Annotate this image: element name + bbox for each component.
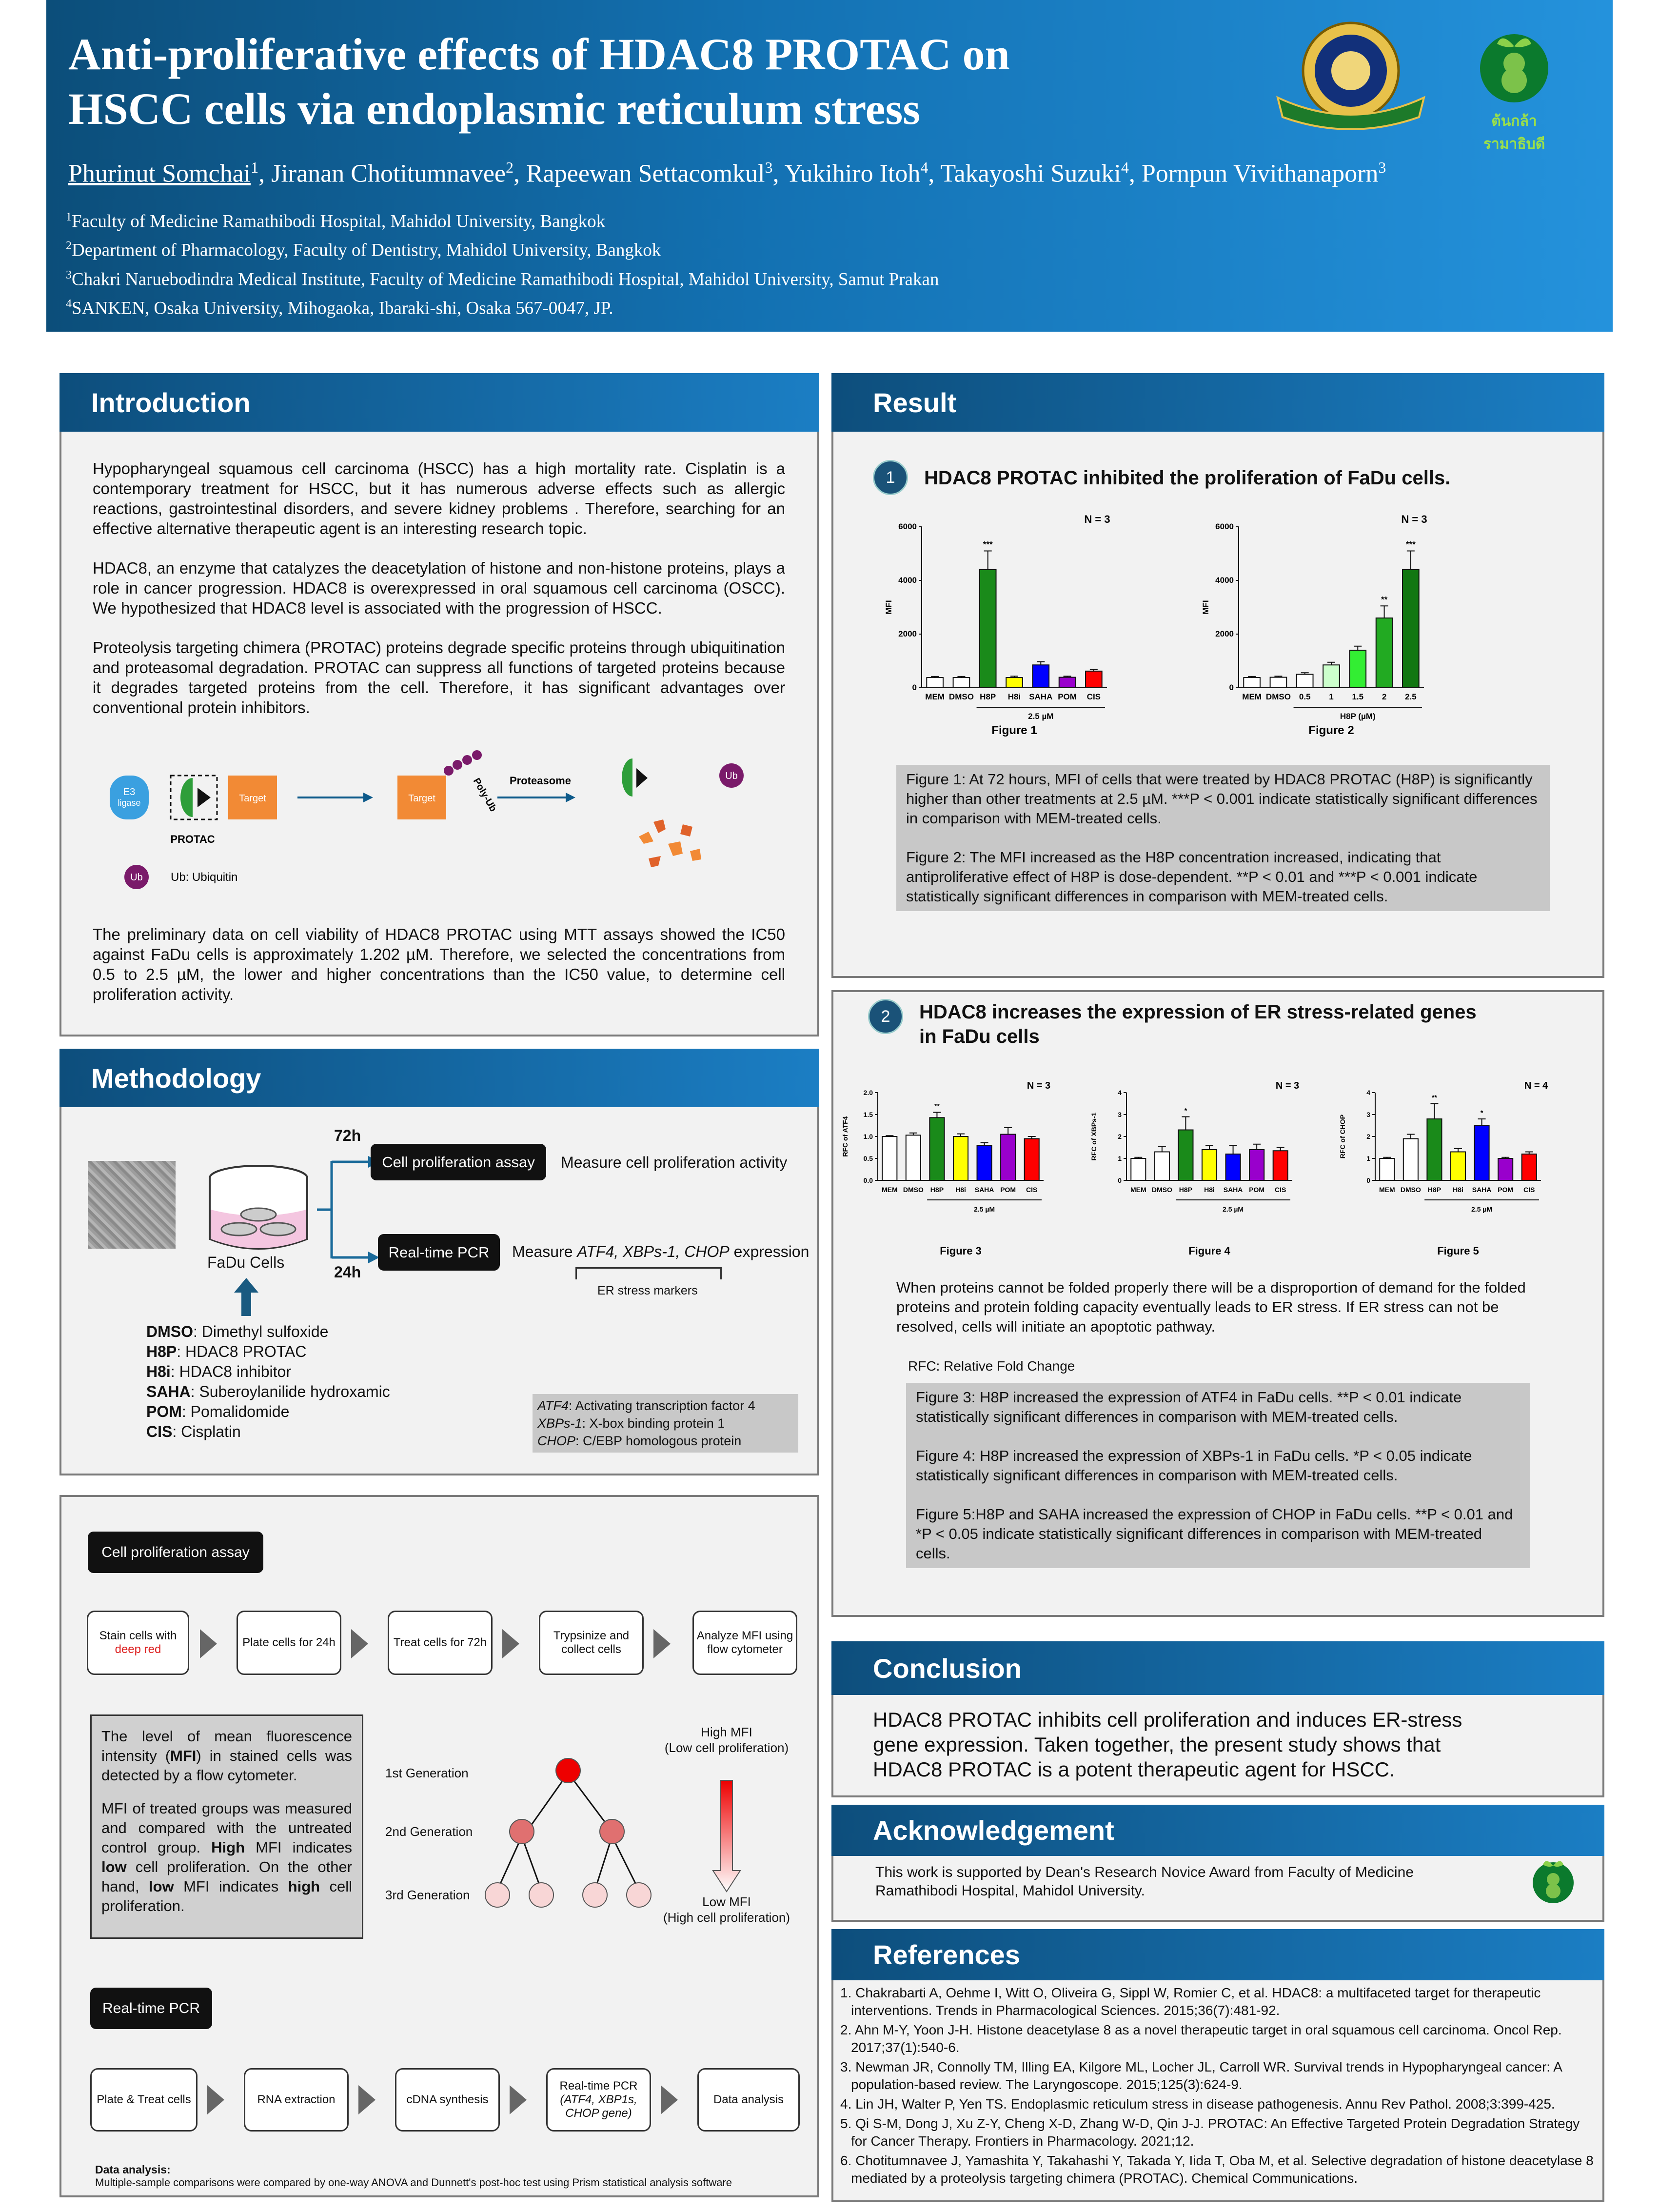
bar-MEM [882,1136,897,1180]
bar-H8i [1451,1152,1465,1181]
y-tick-label: 4000 [898,576,917,585]
rfc-definition: RFC: Relative Fold Change [908,1358,1075,1374]
bar-MEM [927,678,943,688]
figure-4-chart [1092,1073,1346,1268]
mfi-explanation-box [90,1714,363,1939]
conclusion-heading-text: Conclusion [873,1653,1022,1684]
real-time-pcr-label: Real-time PCR [378,1234,500,1271]
gene-definition-item: XBPs-1: X-box binding protein 1 [537,1416,725,1431]
time-24h: 24h [334,1263,361,1281]
group-label: 2.5 µM [1471,1205,1493,1213]
generation-1-label: 1st Generation [385,1766,469,1780]
gene-definitions [533,1394,798,1453]
low-mfi-sub: (High cell proliferation) [663,1910,790,1925]
fadu-cells-label: FaDu Cells [207,1254,285,1271]
bar-DMSO [1403,1139,1418,1181]
gen2-cell [600,1819,624,1844]
acknowledgement-heading-text: Acknowledgement [873,1815,1114,1846]
bar-POM [1001,1135,1015,1181]
gen1-cell [556,1758,580,1783]
x-tick-label: DMSO [1265,692,1291,701]
significance-marker: ** [1381,595,1388,604]
low-mfi-text: Low MFI [702,1894,751,1909]
x-tick-label: POM [1000,1186,1016,1194]
x-tick-label: CIS [1523,1186,1535,1194]
bar-H8i [1202,1150,1217,1180]
protac-green-ligand [180,778,193,817]
bar-H8P [980,570,996,688]
gen3-cell [583,1883,607,1907]
y-tick-label: 4 [1118,1089,1122,1096]
chart-title: Figure 1 [991,724,1037,737]
x-tick-label: DMSO [1151,1186,1172,1194]
intro-paragraph-3: Proteolysis targeting chimera (PROTAC) proteins degrade specific proteins through ubiquitination and proteasomal degradation. PROTAC can suppress all functions of targeted proteins because it degrades targeted proteins from the cell. Therefore, it has significant advantages over conventional protein inhibitors. [93,638,785,717]
protac-black-warhead [198,788,211,807]
x-tick-label: H8P [1179,1186,1193,1194]
measure-proliferation-text: Measure cell proliferation activity [561,1154,788,1171]
reference-item: 1. Chakrabarti A, Oehme I, Witt O, Oliveira G, Sippl W, Romier C, et al. HDAC8: a multifaceted target for therapeutic interventions. Trends in Pharmacological Sciences. 2015;36(7):481-92. [840,1985,1541,2018]
x-tick-label: POM [1249,1186,1265,1194]
introduction-heading-text: Introduction [91,387,251,418]
data-analysis-text: Multiple-sample comparisons were compared by one-way ANOVA and Dunnett's post-hoc test using Prism statistical analysis software [95,2176,732,2189]
result-heading [831,373,1604,432]
bar-MEM [1244,678,1260,688]
mfi-text-c: ) in stained cells was detected by a flow cytometer. [101,1747,352,1784]
bar-0.5 [1297,675,1313,688]
reference-item: 4. Lin JH, Walter P, Yen TS. Endoplasmic reticulum stress in disease pathogenesis. Annu Rev Pathol. 2008;3:399-425. [840,2096,1555,2112]
flow-arrow [358,2085,375,2114]
methodology-heading-text: Methodology [91,1062,261,1094]
abbreviation-item: DMSO: Dimethyl sulfoxide [146,1323,329,1340]
y-tick-label: 1 [1118,1155,1122,1162]
x-tick-label: POM [1498,1186,1514,1194]
cell-division-tree [478,1751,673,1922]
y-tick-label: 1.5 [863,1111,873,1118]
y-tick-label: 4 [1366,1089,1370,1096]
x-tick-label: DMSO [903,1186,924,1194]
expression-word: expression [733,1243,810,1260]
data-analysis-title: Data analysis: [95,2163,171,2176]
bar-SAHA [977,1145,992,1180]
e3-ligase-shape [110,776,149,819]
bar-CIS [1086,671,1102,688]
author-name: Rapeewan Settacomkul [526,159,765,188]
step-deep-red-text: deep red [115,1643,161,1656]
affiliation-line: $^1$Faculty of Medicine Ramathibodi Hospital, Mahidol University, Bangkok [66,211,606,232]
generation-2-label: 2nd Generation [385,1824,473,1839]
reference-item: 6. Chotitumnavee J, Yamashita Y, Takahashi Y, Takada Y, Iida T, Oba M, et al. Selective degradation of histone deacetylase 8 mediated by a proteolysis targeting chimera (PROTAC). Chemical Communications. [840,2153,1594,2186]
step-stain-text: Stain cells with [99,1629,177,1642]
step-analyze-mfi: Analyze MFI using flow cytometer [692,1611,797,1675]
mfi-explain-1 [101,1727,352,1785]
flow-arrow [510,2085,527,2114]
y-tick-label: 4000 [1215,576,1234,585]
x-tick-label: 1 [1329,692,1334,701]
significance-marker: * [1184,1106,1187,1115]
conclusion-text: HDAC8 PROTAC inhibits cell proliferation and induces ER-stress gene expression. Taken together, the present study shows that HDAC8 PROTAC is a potent therapeutic agent for HSCC. [873,1708,1462,1781]
y-tick-label: 0 [1229,683,1234,692]
section-1-title: HDAC8 PROTAC inhibited the proliferation of FaDu cells. [924,467,1451,489]
gene-definition-item: ATF4: Activating transcription factor 4 [537,1398,755,1413]
pcr-step-cdna: cDNA synthesis [395,2068,500,2132]
bar-CIS [1522,1154,1537,1180]
pcr-section-label: Real-time PCR [90,1988,212,2029]
section-2-title-line2: in FaDu cells [919,1026,1040,1047]
step-plate-cells: Plate cells for 24h [237,1611,341,1675]
gene-definition-item: CHOP: C/EBP homologous protein [537,1434,742,1448]
reference-item: 3. Newman JR, Connolly TM, Illing EA, Kilgore ML, Locher JL, Carroll WR. Survival trends in Hypopharyngeal cancer: A population-based review. The Laryngoscope. 2015;125(3):624-9. [840,2059,1562,2092]
author-affiliation-marker: 1 [251,159,259,176]
x-tick-label: H8P [1427,1186,1442,1194]
author-list: Phurinut Somchai$^1$, Jiranan Chotitumnavee$^2$, Rapeewan Settacomkul$^3$, Yukihiro Itoh$^4$, Takayoshi Suzuki$^4$, Pornpun Vivithanaporn$^3$ [68,159,1386,188]
y-axis-label: RFC of ATF4 [841,1116,849,1157]
author-name: Yukihiro Itoh [784,159,921,188]
author-affiliation-marker: 3 [1378,159,1386,176]
gene-names: ATF4, XBPs-1, CHOP [577,1243,730,1260]
figure-1-2-captions [896,765,1550,911]
acknowledgement-text: This work is supported by Dean's Research Novice Award from Faculty of Medicine Ramathibodi Hospital, Mahidol University. [875,1864,1414,1899]
bar-DMSO [1270,678,1287,688]
y-axis-label: RFC of CHOP [1339,1114,1346,1159]
bar-SAHA [1475,1126,1489,1181]
y-tick-label: 6000 [898,522,917,531]
er-markers-label: ER stress markers [597,1284,698,1297]
bar-DMSO [1155,1152,1169,1181]
x-tick-label: 2 [1382,692,1387,701]
mfi-gradient-arrow [712,1780,741,1893]
bar-MEM [1380,1158,1394,1180]
x-tick-label: DMSO [948,692,974,701]
intro-paragraph-4: The preliminary data on cell viability of HDAC8 PROTAC using MTT assays showed the IC50 against FaDu cells is approximately 1.202 µM. Therefore, we selected the concentrations from 0.5 to 2.5 µM, the lower and higher concentrations than the IC50 value, to determine cell proliferation activity. [93,925,785,1003]
section-2-title [919,1000,1477,1049]
high-mfi-sub: (Low cell proliferation) [664,1740,789,1755]
figure-1-caption: Figure 1: At 72 hours, MFI of cells that were treated by HDAC8 PROTAC (H8P) is significantly higher than other treatments at 2.5 µM. ***P < 0.001 indicate statistically significant differences in comparison with MEM-treated cells. [906,771,1538,827]
mahidol-seal-logo [1263,20,1439,132]
pcr-step-analysis: Data analysis [697,2068,800,2132]
x-tick-label: CIS [1086,692,1101,701]
y-tick-label: 0 [1118,1176,1122,1184]
y-axis-label: MFI [1201,600,1210,615]
bar-H8P [929,1117,944,1180]
figure-1-chart [878,512,1214,741]
n-label: N = 3 [1275,1080,1300,1091]
x-tick-label: CIS [1275,1186,1286,1194]
step-trypsinize: Trypsinize and collect cells [539,1611,644,1675]
logo-caption: ต้นกล้ารามาธิบดี [1483,113,1545,152]
x-tick-label: MEM [1379,1186,1395,1194]
n-label: N = 4 [1524,1080,1548,1091]
abbreviation-item: H8P: HDAC8 PROTAC [146,1343,307,1360]
title-line-1: Anti-proliferative effects of HDAC8 PROTAC on [68,29,1010,79]
author-name: Takayoshi Suzuki [940,159,1121,188]
affiliation-line: $^4$SANKEN, Osaka University, Mihogaoka, Ibaraki-shi, Osaka 567-0047, JP. [66,297,613,319]
x-tick-label: H8i [1204,1186,1215,1194]
figure-5-caption: Figure 5:H8P and SAHA increased the expression of CHOP in FaDu cells. **P < 0.01 and *P < 0.05 indicate statistically significant differences in comparison with MEM-treated cells. [916,1506,1513,1562]
cell-proliferation-assay-label: Cell proliferation assay [371,1144,546,1180]
mfi-text-d: MFI of treated groups was measured and compared with the untreated control group. [101,1800,352,1856]
protac-mechanism-diagram [98,751,780,897]
bar-2.5 [1402,570,1419,688]
poster-title [68,27,1239,136]
n-label: N = 3 [1027,1080,1051,1091]
bar-DMSO [953,678,970,688]
flow-arrow [200,1629,217,1658]
flow-arrow [502,1629,519,1658]
result-heading-text: Result [873,387,957,418]
acknowledgement-heading [831,1805,1604,1856]
bar-POM [1498,1158,1513,1180]
x-tick-label: H8i [955,1186,966,1194]
group-label: 2.5 µM [974,1205,995,1213]
bar-H8P [1178,1130,1193,1181]
significance-marker: ** [1431,1093,1437,1101]
author-affiliation-marker: 4 [1121,159,1129,176]
measure-genes-text [512,1243,809,1261]
abbreviation-list [146,1322,390,1442]
protac-label: PROTAC [170,833,215,845]
flow-arrow [207,2085,224,2114]
y-tick-label: 0 [912,683,917,692]
y-tick-label: 1 [1366,1155,1370,1162]
x-tick-label: H8i [1007,692,1021,701]
bar-H8i [953,1136,968,1180]
x-tick-label: MEM [1242,692,1262,701]
affiliation-list [66,205,1431,320]
target-label-2: Target [408,793,435,804]
step-treat-cells: Treat cells for 72h [388,1611,493,1675]
data-analysis-title-text: Data analysis [95,2163,167,2176]
ub-legend: Ub: Ubiquitin [171,871,238,884]
bar-SAHA [1226,1154,1241,1180]
n-label: N = 3 [1084,513,1110,525]
group-label: 2.5 µM [1028,712,1054,721]
x-tick-label: MEM [1130,1186,1146,1194]
x-tick-label: POM [1058,692,1077,701]
bar-H8P [1427,1119,1442,1180]
y-tick-label: 2 [1118,1133,1122,1140]
figure-3-caption: Figure 3: H8P increased the expression of ATF4 in FaDu cells. **P < 0.01 indicate statistically significant differences in comparison with MEM-treated cells. [916,1389,1462,1425]
intro-paragraph-1: Hypopharyngeal squamous cell carcinoma (HSCC) has a high mortality rate. Cisplatin is a contemporary treatment for HSCC, but it has numerous adverse effects such as allergic reactions, gastrointestinal disorders, and severe kidney problems . Therefore, searching for an effective alternative therapeutic agent is an interesting research topic. [93,459,785,538]
pcr-step-rna: RNA extraction [244,2068,349,2132]
x-tick-label: H8i [1453,1186,1463,1194]
time-72h: 72h [334,1127,361,1144]
ub-label: Ub [725,771,738,781]
mfi-text-b: MFI [170,1747,197,1764]
section-1-badge: 1 [873,460,908,495]
y-tick-label: 2.0 [863,1089,873,1096]
step-stain-cells [87,1611,189,1675]
x-tick-label: MEM [925,692,945,701]
bar-SAHA [1032,665,1049,688]
pcr-step-realtime-text: Real-time PCR [559,2079,638,2092]
title-line-2: HSCC cells via endoplasmic reticulum stress [68,84,921,134]
x-tick-label: 2.5 [1405,692,1417,701]
target-label: Target [239,793,266,804]
y-tick-label: 1.0 [863,1133,873,1140]
bar-POM [1059,678,1076,688]
author-affiliation-marker: 4 [920,159,928,176]
bar-CIS [1273,1151,1288,1180]
figure-2-caption: Figure 2: The MFI increased as the H8P concentration increased, indicating that antiproliferative effect of H8P is dose-dependent. **P < 0.01 and ***P < 0.001 indicate statistically significant differences in comparison with MEM-treated cells. [906,849,1478,905]
figure-3-chart [841,1073,1097,1268]
intro-text [93,458,785,717]
figure-2-chart [1195,512,1531,741]
high-mfi-label [653,1724,800,1755]
x-tick-label: SAHA [974,1186,994,1194]
mfi-text-a: The level of mean fluorescence intensity ( [101,1728,352,1764]
gen3-cell [529,1883,553,1907]
x-tick-label: SAHA [1223,1186,1243,1194]
y-tick-label: 3 [1118,1111,1122,1118]
significance-marker: * [1480,1109,1483,1116]
measure-word: Measure [512,1243,573,1260]
flow-arrow [661,2085,678,2114]
x-tick-label: 0.5 [1299,692,1311,701]
references-heading [831,1929,1604,1980]
chart-title: Figure 3 [940,1245,982,1257]
x-tick-label: DMSO [1400,1186,1421,1194]
x-tick-label: SAHA [1029,692,1053,701]
conclusion-heading [831,1641,1604,1695]
chart-title: Figure 5 [1437,1245,1479,1257]
flow-arrow [351,1629,368,1658]
y-tick-label: 3 [1366,1111,1370,1118]
gen3-cell [627,1883,651,1907]
author-name: Jiranan Chotitumnavee [271,159,506,188]
x-tick-label: CIS [1026,1186,1038,1194]
bar-MEM [1131,1158,1146,1180]
flow-arrow [653,1629,671,1658]
culture-dish-icon [200,1161,317,1258]
reference-list [836,1984,1597,2189]
significance-marker: *** [983,539,993,549]
author-affiliation-marker: 2 [505,159,514,176]
y-axis-label: RFC of XBPs-1 [1090,1112,1098,1161]
y-tick-label: 0 [1366,1176,1370,1184]
bar-DMSO [906,1135,921,1180]
author-name: Phurinut Somchai [68,159,251,188]
high-mfi-text: High MFI [701,1725,752,1739]
y-tick-label: 2 [1366,1133,1370,1140]
er-markers-bracket [575,1267,722,1279]
abbreviation-item: H8i: HDAC8 inhibitor [146,1363,291,1380]
significance-marker: *** [1405,539,1416,549]
gen2-cell [510,1819,534,1844]
figure-5-chart [1341,1073,1595,1268]
bar-1.5 [1349,650,1366,688]
y-tick-label: 0.0 [863,1176,873,1184]
mfi-explain-2: MFI of treated groups was measured and compared with the untreated control group. High MFI indicates low cell proliferation. On the other hand, low MFI indicates high cell proliferation. [101,1800,352,1914]
x-tick-label: MEM [881,1186,898,1194]
reference-item: 5. Qi S-M, Dong J, Xu Z-Y, Cheng X-D, Zhang W-D, Qin J-J. PROTAC: An Effective Targeted Protein Degradation Strategy for Cancer Therapy. Frontiers in Pharmacology. 2021;12. [840,2116,1580,2149]
abbreviation-item: CIS: Cisplatin [146,1423,241,1440]
er-stress-explanation: When proteins cannot be folded properly there will be a disproportion of demand for the folded proteins and protein folding capacity eventually leads to ER stress. If ER stress can not be resolved, cells will initiate an apoptotic pathway. [896,1279,1526,1335]
pcr-step-genes: (ATF4, XBP1s, CHOP gene) [560,2093,637,2120]
low-mfi-label [653,1894,800,1925]
e3-label: E3 [123,787,136,797]
generation-3-label: 3rd Generation [385,1888,470,1902]
up-arrow-icon [234,1278,258,1317]
y-tick-label: 0.5 [863,1155,873,1162]
bar-1 [1323,665,1340,688]
bar-2 [1376,618,1393,688]
y-axis-label: MFI [884,600,893,615]
significance-marker: ** [934,1102,940,1110]
bar-POM [1249,1150,1264,1180]
chart-title: Figure 2 [1308,724,1354,737]
abbreviation-item: SAHA: Suberoylanilide hydroxamic [146,1383,390,1400]
reference-item: 2. Ahn M-Y, Yoon J-H. Histone deacetylase 8 as a novel therapeutic target in oral squamous cell carcinoma. Oncol Rep. 2017;37(1):540-6. [840,2022,1562,2055]
section-2-title-line1: HDAC8 increases the expression of ER stress-related genes [919,1001,1477,1023]
fadu-cell-micrograph [88,1161,176,1249]
bar-CIS [1025,1139,1039,1181]
ramathibodi-seedling-logo-small [1531,1856,1575,1907]
y-tick-label: 2000 [1215,629,1234,638]
abbreviation-item: POM: Pomalidomide [146,1403,290,1420]
pcr-step-plate-treat: Plate & Treat cells [90,2068,198,2132]
proteasome-label: Proteasome [510,775,571,787]
figure-4-caption: Figure 4: H8P increased the expression of XBPs-1 in FaDu cells. *P < 0.05 indicate statistically significant differences in comparison with MEM-treated cells. [916,1447,1472,1484]
affiliation-line: $^2$Department of Pharmacology, Faculty of Dentistry, Mahidol University, Bangkok [66,239,661,260]
group-label: H8P (µM) [1340,712,1376,721]
svg-text:Ub: Ub [130,872,143,883]
author-affiliation-marker: 3 [765,159,773,176]
n-label: N = 3 [1401,513,1427,525]
intro-paragraph-2: HDAC8, an enzyme that catalyzes the deacetylation of histone and non-histone proteins, plays a role in cancer progression. HDAC8 is overexpressed in oral squamous cell carcinoma (OSCC). We hypothesized that HDAC8 level is associated with the progression of HSCC. [93,559,785,617]
ligase-label: ligase [118,798,141,808]
y-tick-label: 6000 [1215,522,1234,531]
x-tick-label: SAHA [1472,1186,1492,1194]
cpa-section-label: Cell proliferation assay [88,1532,263,1573]
references-heading-text: References [873,1939,1020,1970]
x-tick-label: H8P [930,1186,944,1194]
x-tick-label: H8P [980,692,996,701]
polyub-label: Poly-Ub [471,776,499,814]
bar-H8i [1006,678,1023,688]
ramathibodi-seedling-logo [1478,27,1551,105]
gen3-cell [485,1883,510,1907]
pcr-step-realtime [546,2068,651,2132]
methodology-heading [59,1049,819,1107]
introduction-heading [59,373,819,432]
section-2-badge: 2 [868,999,903,1034]
affiliation-line: $^3$Chakri Naruebodindra Medical Institute, Faculty of Medicine Ramathibodi Hospital, Mahidol University, Samut Prakan [66,268,939,289]
author-name: Pornpun Vivithanaporn [1141,159,1379,188]
x-tick-label: 1.5 [1352,692,1364,701]
y-tick-label: 2000 [898,629,917,638]
figure-3-5-captions [906,1383,1530,1568]
chart-title: Figure 4 [1188,1245,1230,1257]
group-label: 2.5 µM [1223,1205,1244,1213]
